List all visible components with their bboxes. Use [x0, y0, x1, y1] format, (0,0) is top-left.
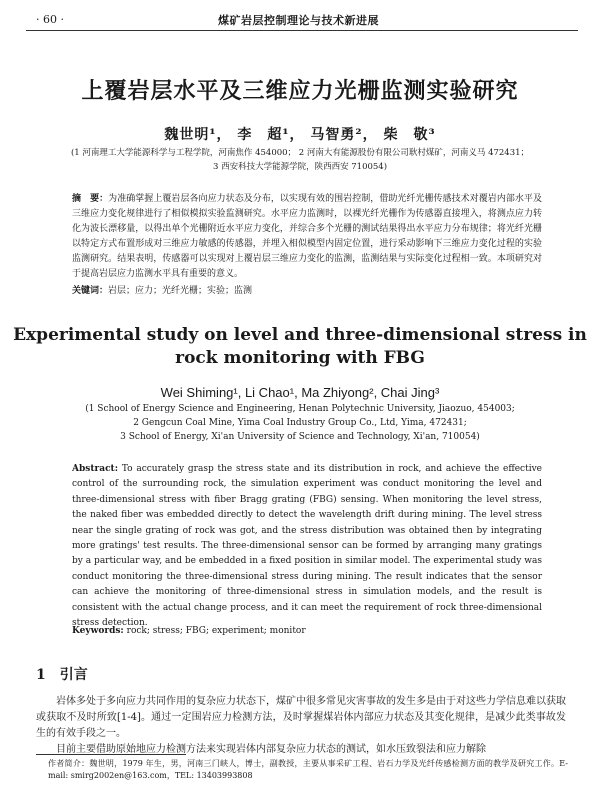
page-number: · 60 ·	[36, 13, 64, 26]
header-rule	[26, 30, 578, 31]
chinese-affiliation-line1: (1 河南理工大学能源科学与工程学院，河南焦作 454000； 2 河南大有能源股份有限公司耿村煤矿，河南义马 472431；	[70, 148, 530, 158]
english-abstract-label: Abstract:	[72, 464, 119, 474]
english-keywords	[72, 624, 542, 639]
english-keywords-label: Keywords:	[72, 626, 124, 636]
section-heading: 1 引言	[36, 667, 88, 683]
footnote-rule	[36, 754, 186, 755]
english-keywords-text: rock; stress; FBG; experiment; monitor	[126, 626, 306, 636]
english-affiliation-line3: 3 School of Energy, Xi'an University of Science and Technology, Xi'an, 710054)	[120, 432, 480, 442]
chinese-abstract	[72, 192, 542, 282]
chinese-affiliation-line2: 3 西安科技大学能源学院，陕西西安 710054)	[212, 162, 388, 172]
english-title-line1: Experimental study on level and three-dimensional stress in	[13, 325, 587, 345]
english-affiliation-line1: (1 School of Energy Science and Engineering, Henan Polytechnic University, Jiaozuo, 454003;	[85, 404, 515, 414]
english-title-line2: rock monitoring with FBG	[175, 348, 425, 368]
intro-paragraph-2: 目前主要借助原始地应力检测方法来实现岩体内部复杂应力状态的测试，如水压致裂法和应力解除	[56, 744, 486, 755]
introduction-body	[36, 694, 566, 758]
chinese-title: 上覆岩层水平及三维应力光栅监测实验研究	[81, 78, 519, 104]
english-abstract-text: To accurately grasp the stress state and its distribution in rock, and achieve the effective control of the surrounding rock, the simulation experiment was conduct monitoring the level and three-dimensional stress with fiber Bragg grating (FBG) sensing. When monitoring the level stress, the naked fiber was embedded directly to detect the wavelength drift during mining. The level stress near the single grating of rock was got, and the stress distribution was obtained then by integrating more gratings' test results. The three-dimensional sensor can be formed by arranging many gratings by a particular way, and be embedded in a fixed position in similar model. The experimental study was conduct monitoring the three-dimensional stress during mining. The result indicates that the sensor can achieve the monitoring of three-dimensional stress in simulation models, and the result is consistent with the actual change process, and it can meet the requirement of rock three-dimensional stress detection.	[72, 464, 542, 629]
chinese-authors: 魏世明¹， 李 超¹， 马智勇²， 柴 敬³	[164, 127, 436, 143]
english-abstract	[72, 462, 542, 631]
chinese-abstract-label: 摘 要：	[72, 194, 109, 204]
chinese-keywords-text: 岩层；应力；光纤光栅；实验；监测	[108, 286, 253, 296]
english-authors: Wei Shiming¹, Li Chao¹, Ma Zhiyong², Chai Jing³	[160, 385, 440, 400]
english-affiliation-line2: 2 Gengcun Coal Mine, Yima Coal Industry Group Co., Ltd, Yima, 472431;	[133, 418, 467, 428]
chinese-abstract-text: 为准确掌握上覆岩层各向应力状态及分布，以实现有效的围岩控制，借助光纤光栅传感技术对覆岩内部水平及三维应力变化规律进行了相似模拟实验监测研究。水平应力监测时，以裸光纤光栅作为传感器直接埋入，将测点应力转化为波长漂移量，以得出单个光栅附近水平应力变化，并综合多个光栅的测试结果得出水平应力分布规律；将光纤光栅以特定方式布置形成对三维应力敏感的传感器，并埋入相似模型内固定位置，进行采动影响下三维应力变化过程的实验监测研究。结果表明，传感器可以实现对上覆岩层三维应力变化的监测，监测结果与实际变化过程相一致。本项研究对于提高岩层应力监测水平具有重要的意义。	[72, 194, 542, 279]
running-title: 煤矿岩层控制理论与技术新进展	[218, 14, 379, 27]
chinese-keywords-label: 关键词：	[72, 286, 109, 296]
intro-paragraph-1: 岩体多处于多向应力共同作用的复杂应力状态下，煤矿中很多常见灾害事故的发生多是由于对这些力学信息难以获取或获取不及时所致[1-4]。通过一定围岩应力检测方法，及时掌握煤岩体内部应力状态及其变化规律，是减少此类事故发生的有效手段之一。	[36, 696, 566, 739]
chinese-keywords	[72, 284, 542, 299]
author-footnote: 作者简介：魏世明，1979 年生，男，河南三门峡人，博士，副教授，主要从事采矿工程、岩石力学及光纤传感检测方面的教学及研究工作。E-mail: smirg2002en@163.com，TEL: 13403993808	[48, 759, 568, 780]
